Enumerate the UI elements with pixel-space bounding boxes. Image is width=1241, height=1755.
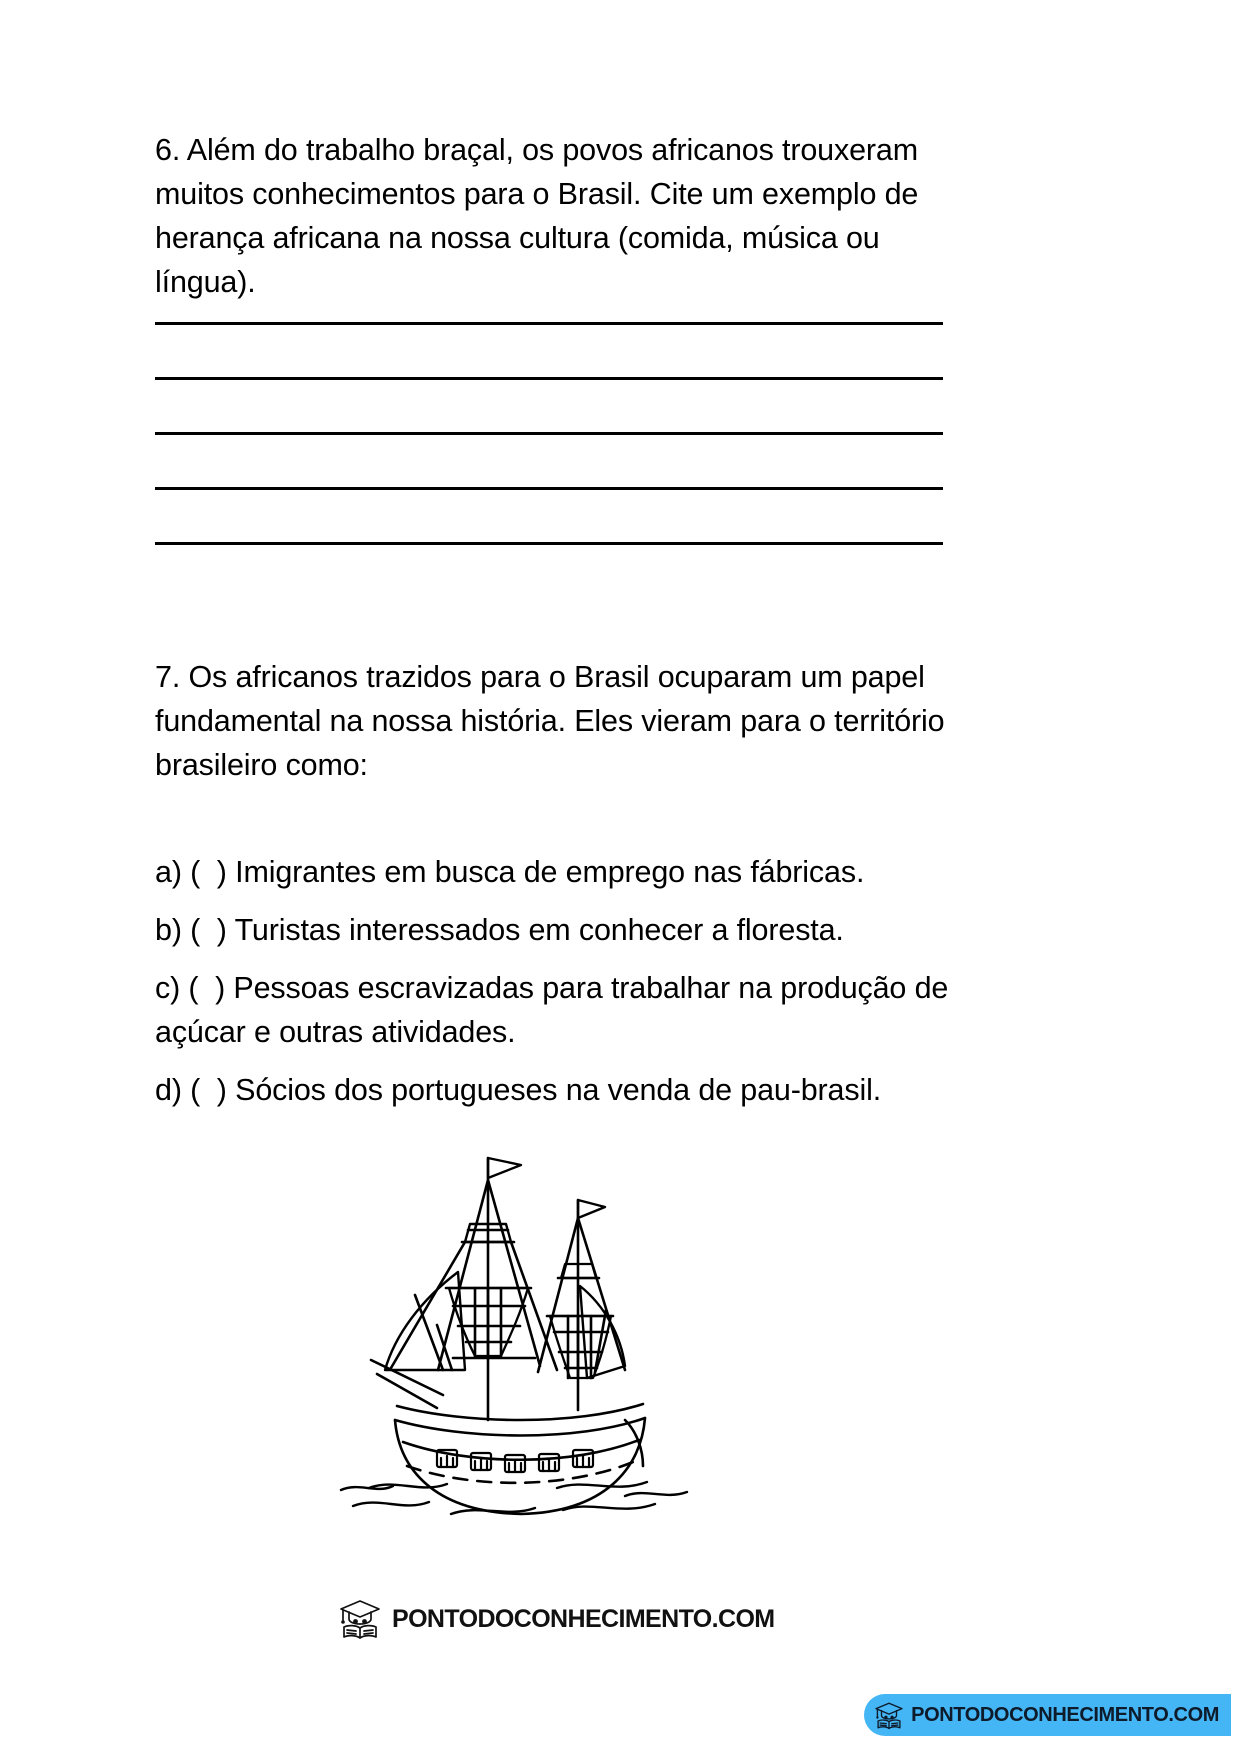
option-a[interactable]: a) ( ) Imigrantes em busca de emprego nas fábricas. — [155, 855, 865, 889]
option-d[interactable]: d) ( ) Sócios dos portugueses na venda de pau-brasil. — [155, 1073, 882, 1107]
question-7-options — [155, 850, 965, 1112]
graduation-cap-book-icon — [874, 1701, 904, 1730]
question-6-block — [155, 128, 955, 304]
answer-lines-group — [155, 322, 943, 545]
question-7-text: 7. Os africanos trazidos para o Brasil ocuparam um papel fundamental na nossa história. Eles vieram para o território brasileiro como: — [155, 660, 953, 782]
sailing-ship-illustration — [325, 1120, 715, 1520]
ship-watermark — [338, 1598, 775, 1640]
question-6-text: 6. Além do trabalho braçal, os povos africanos trouxeram muitos conhecimentos para o Brasil. Cite um exemplo de herança africana na nossa cultura (comida, música ou língua). — [155, 133, 927, 299]
answer-line[interactable] — [155, 377, 943, 380]
answer-line[interactable] — [155, 432, 943, 435]
brand-badge-text: PONTODOCONHECIMENTO.COM — [911, 1703, 1219, 1726]
answer-line[interactable] — [155, 542, 943, 545]
brand-badge[interactable] — [864, 1694, 1231, 1736]
watermark-text: PONTODOCONHECIMENTO.COM — [392, 1604, 775, 1633]
option-c[interactable]: c) ( ) Pessoas escravizadas para trabalhar na produção de açúcar e outras atividades. — [155, 971, 957, 1049]
question-7-block — [155, 655, 955, 787]
graduation-cap-book-icon — [338, 1598, 382, 1640]
option-b[interactable]: b) ( ) Turistas interessados em conhecer a floresta. — [155, 913, 844, 947]
answer-line[interactable] — [155, 322, 943, 325]
answer-line[interactable] — [155, 487, 943, 490]
